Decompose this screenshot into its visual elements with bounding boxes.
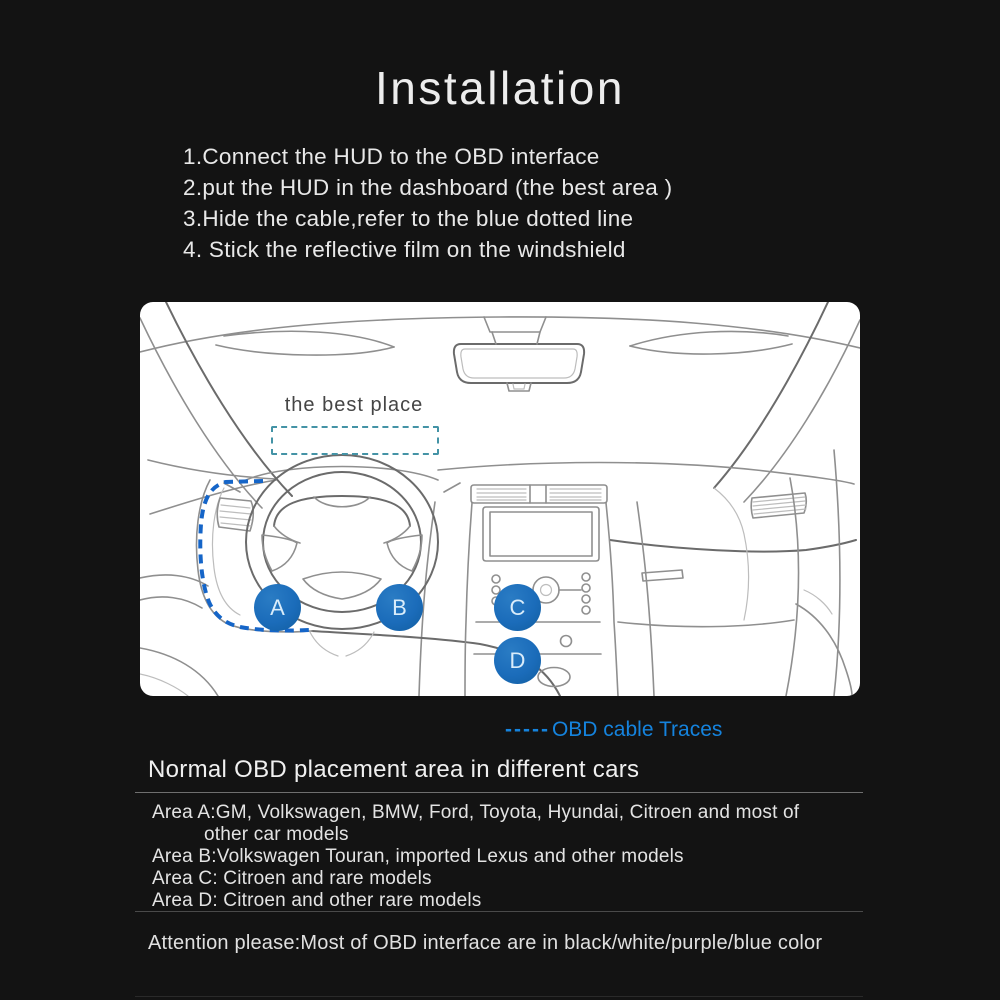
area-item-c: Area C: Citroen and rare models <box>152 868 432 889</box>
area-marker-d-label: D <box>509 647 526 673</box>
instruction-list <box>183 141 672 265</box>
instruction-step-4: 4. Stick the reflective film on the windshield <box>183 237 626 262</box>
center-console <box>465 485 618 696</box>
obd-trace-legend <box>505 718 722 742</box>
area-list <box>152 802 852 912</box>
area-item-d: Area D: Citroen and other rare models <box>152 890 482 911</box>
area-marker-c <box>494 584 541 631</box>
gear-shifter-icon <box>538 668 570 687</box>
divider <box>135 996 863 997</box>
divider <box>135 911 863 912</box>
best-place-label: the best place <box>284 394 424 416</box>
area-marker-a-label: A <box>270 594 285 620</box>
car-interior-illustration <box>140 302 860 696</box>
area-marker-c-label: C <box>509 594 526 620</box>
instruction-step-2: 2.put the HUD in the dashboard (the best area ) <box>183 175 673 200</box>
car-diagram-panel <box>140 302 860 696</box>
area-marker-b <box>376 584 423 631</box>
right-dash-lines <box>642 450 852 696</box>
area-item-b: Area B:Volkswagen Touran, imported Lexus and other models <box>152 846 684 867</box>
instruction-step-1: 1.Connect the HUD to the OBD interface <box>183 144 600 169</box>
best-place-box <box>271 426 439 455</box>
area-item-a: Area A:GM, Volkswagen, BMW, Ford, Toyota, Hyundai, Citroen and most of <box>152 802 800 823</box>
area-marker-a <box>254 584 301 631</box>
attention-note: Attention please:Most of OBD interface are in black/white/purple/blue color <box>148 932 823 954</box>
left-door-lines <box>140 575 218 696</box>
rearview-mirror-icon <box>454 332 584 391</box>
legend-dashes-icon: ----- <box>505 718 550 741</box>
glovebox-handle-icon <box>642 570 683 581</box>
area-item-a-cont: other car models <box>204 824 349 845</box>
area-marker-b-label: B <box>392 594 407 620</box>
instruction-step-3: 3.Hide the cable,refer to the blue dotted line <box>183 206 634 231</box>
legend-label: OBD cable Traces <box>551 718 723 741</box>
section-heading: Normal OBD placement area in different cars <box>148 756 640 783</box>
page-title: Installation <box>375 62 625 114</box>
divider <box>135 792 863 793</box>
area-marker-d <box>494 637 541 684</box>
